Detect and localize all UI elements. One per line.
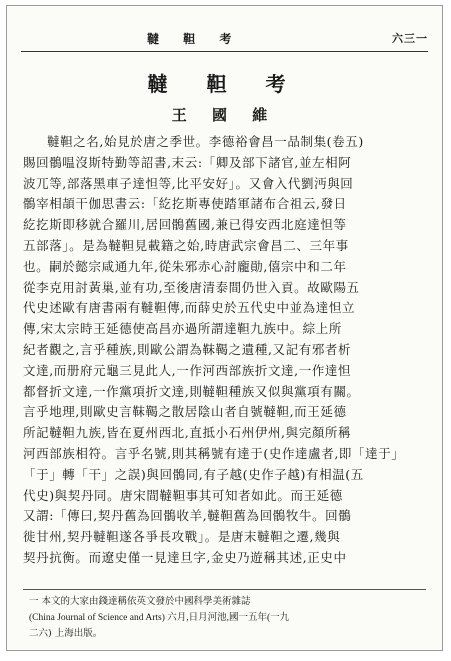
footnotes: [29, 594, 421, 642]
body-line: 「于」轉「干」之誤)與回鶻同,有子越(史作子越)有相温(五: [23, 466, 364, 482]
article-body: [23, 132, 429, 569]
scanned-page: [6, 5, 443, 651]
body-line: 都督折文達,一作黨項折文達,則韃靼種族又似與黨項有關。: [23, 383, 360, 399]
body-line: 傳,宋太宗時王延德使高昌亦過所謂達靼九族中。綜上所: [23, 321, 342, 337]
footnote-line: (China Journal of Science and Arts) 六月,日月河池,國一五年(一九: [29, 613, 290, 623]
footnote-line: 一 本文的大家由錢達稱依英文發於中國科學美術雜誌: [29, 596, 251, 607]
body-line: 鶻宰相頡干伽思書云:「紇扢斯專使踏軍諸布合祖云,發日: [23, 196, 347, 212]
header-rule: [21, 51, 428, 52]
running-title: 韃 靼 考: [147, 32, 242, 46]
body-line: 賜回鶻嗢沒斯特勤等詔書,末云:「卿及部下諸官,並左相阿: [23, 154, 352, 170]
body-line: 波兀等,部落黑車子達怛等,比平安好」。又會入代劉沔與回: [23, 175, 354, 191]
body-line: 從李克用討黃巢,並有功,至後唐清泰間仍世入貢。故歐陽五: [23, 279, 360, 295]
body-line: 代史)與契丹同。唐宋間韃靼事其可知者如此。而王延德: [23, 487, 343, 503]
body-line: 言乎地理,則歐史言靺鞨之散居陰山者自號韃靼,而王延德: [23, 404, 347, 420]
article-title: 韃 靼 考: [147, 72, 302, 96]
body-line: 代史述歐有唐書兩有韃靼傳,而薛史於五代史中並為達怛立: [23, 300, 356, 316]
body-line: 徙甘州,契丹韃靼遂各爭長攻戰」。是唐末韃靼之遷,幾與: [23, 529, 341, 545]
running-header: [7, 24, 442, 46]
body-line: 所記韃靼九族,皆在夏州西北,直抵小石州伊州,與完顏所稱: [23, 425, 352, 441]
body-line: 也。嗣於懿宗咸通九年,從朱邪赤心討龐勛,僖宗中和二年: [23, 258, 347, 274]
footnote-line: 二六) 上海出版。: [29, 628, 103, 639]
body-line: 契丹抗衡。而遼史僅一見達旦字,金史乃遊稱其述,正史中: [23, 549, 347, 565]
body-line: 五部落」。是為韃靼見載籍之始,時唐武宗會昌二、三年事: [23, 237, 349, 253]
page-number: 六三一: [392, 32, 428, 45]
author-name: 王 國 維: [171, 106, 278, 124]
footnote-rule: [23, 589, 426, 590]
body-line: 韃靼之名,始見於唐之季世。李德裕會昌一品制集(卷五): [47, 134, 364, 149]
body-line: 紀者觀之,言乎種族,則歐公謂為靺鞨之遺種,又記有邪者析: [23, 341, 352, 357]
body-line: 文達,而册府元龜三見此人,一作河西部族折文達,一作達怛: [23, 362, 352, 378]
body-line: 紇扢斯即移就合羅川,居回鶻舊國,兼已得安西北庭達怛等: [23, 217, 347, 233]
body-line: 又謂:「傳曰,契丹舊為回鶻收羊,韃靼舊為回鶻牧牛。回鶻: [23, 508, 352, 524]
body-line: 河西部族相符。言乎名號,則其稱號有達于(史作達盧者,即「達于」: [23, 445, 405, 461]
